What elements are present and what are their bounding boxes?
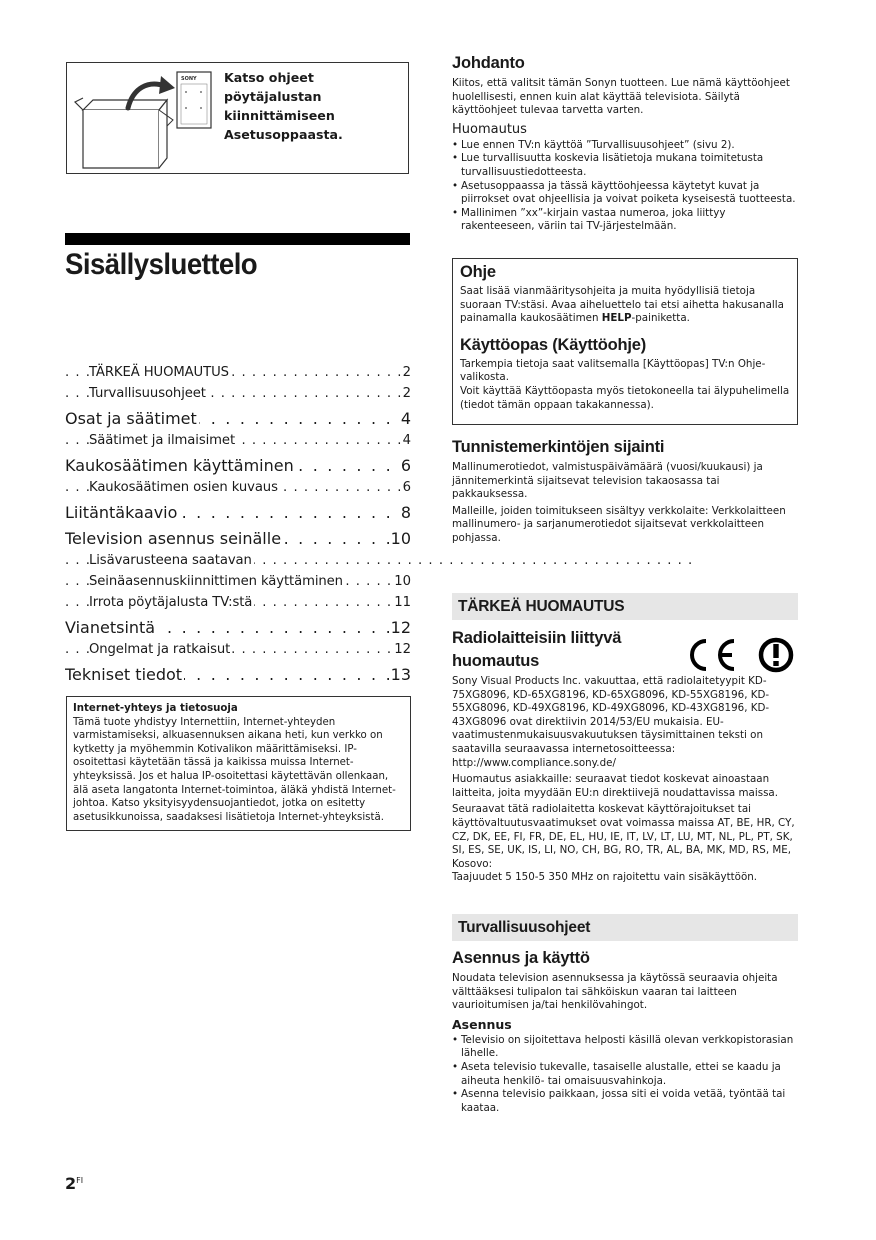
johdanto-title: Johdanto bbox=[452, 54, 525, 72]
johdanto-section bbox=[452, 54, 798, 234]
radio-notice-text-4: Taajuudet 5 150-5 350 MHz on rajoitettu vain sisäkäyttöön. bbox=[452, 871, 758, 884]
toc-title-bar bbox=[65, 233, 410, 245]
toc-entry-continued: . . . Lisävarusteena saatavan bbox=[65, 550, 411, 571]
kayttoopas-text-2: Voit käyttää Käyttöopasta myös tietokoneella tai älypuhelimella (tiedot tämän oppaan takakannessa). bbox=[460, 384, 790, 411]
ce-mark-icon bbox=[692, 641, 734, 669]
asennus-list bbox=[452, 1034, 798, 1116]
toc-entry[interactable]: . . . Liitäntäkaavio 8 bbox=[65, 501, 411, 524]
toc-entry[interactable]: . . . Irrota pöytäjalusta TV:stä 11 bbox=[65, 592, 411, 613]
page-number: $2^{FI}$ bbox=[65, 1174, 84, 1193]
toc-entry[interactable]: . . . Seinäasennuskiinnittimen käyttäminen 10 bbox=[65, 571, 411, 592]
toc-entry[interactable]: . . . Tekniset tiedot 13 bbox=[65, 663, 411, 686]
list-item: • Mallinimen ”xx”-kirjain vastaa numeroa, joka liittyy rakenteeseen, väriin tai TV-järjestelmään. bbox=[452, 207, 798, 234]
toc-entry[interactable]: . . . Kaukosäätimen käyttäminen 6 bbox=[65, 454, 411, 477]
toc-entry[interactable]: . . . Ongelmat ja ratkaisut 12 bbox=[65, 639, 411, 660]
radio-notice-text: Sony Visual Products Inc. vakuuttaa, että radiolaitetyypit KD-75XG8096, KD-65XG8196, KD-65XG8096, KD-55XG8196, KD-55XG8096, KD-49XG8196, KD-49XG8096, KD-43XG8196, KD-43XG8096 ovat direktiivin 2014/53/EU mukaisia. EU-vaatimustenmukaisuusvakuutuksen täysimittainen teksti on saatavilla seuraavassa internetosoitteessa: bbox=[452, 675, 770, 755]
toc-entry[interactable]: . . . Television asennus seinälle 10 bbox=[65, 527, 411, 550]
setup-notice-box bbox=[66, 62, 409, 174]
turva-section bbox=[452, 914, 798, 1115]
internet-privacy-box bbox=[66, 696, 411, 831]
ohje-title: Ohje bbox=[460, 263, 496, 281]
tunniste-text-2: Malleille, joiden toimitukseen sisältyy verkkolaite: Verkkolaitteen mallinumero- ja sarjanumerotiedot sijaitsevat verkkolaitteen pohjassa. bbox=[452, 504, 786, 544]
johdanto-text: Kiitos, että valitsit tämän Sonyn tuotteen. Lue nämä käyttöohjeet huolellisesti, ennen kuin alat käyttää televisiota. Säilytä käyttöohjeet tulevaa tarvetta varten. bbox=[452, 77, 790, 117]
asennus-kaytto-title: Asennus ja käyttö bbox=[452, 949, 590, 967]
ohje-box bbox=[452, 258, 798, 425]
internet-privacy-text: Tämä tuote yhdistyy Internettiin, Internet-yhteyden varmistamiseksi, alkuasennuksen aikana heti, kun verkko on kytketty ja myöhemmin Kotivalikon määrittämiseksi. IP-osoitettasi käytetään tässä ja kaikissa muissa Internet-yhteyksissä. Jos et halua IP-osoitettasi käytettävän ollenkaan, älä aseta langatonta Internet-toimintoa, äläkä yhdistä Internet-johtoa. Katso yksityisyydensuojantiedot, jotka on esitetty asetusikkunoissa, saadaksesi lisätietoja Internet-yhteyksistä. bbox=[73, 716, 396, 823]
toc-entry[interactable]: . . . TÄRKEÄ HUOMAUTUS 2 bbox=[65, 362, 411, 383]
help-key-label: HELP bbox=[601, 312, 632, 325]
asennus-kaytto-text: Noudata television asennuksessa ja käytössä seuraavia ohjeita välttääksesi tulipalon tai sähköiskun vaaran tai laitteen vaurioitumisen ja/tai henkilövahingot. bbox=[452, 972, 778, 1012]
setup-notice-text: Katso ohjeet pöytäjalustan kiinnittämiseen Asetusoppaasta. bbox=[224, 70, 343, 142]
list-item: • Asetusoppaassa ja tässä käyttöohjeessa käytetyt kuvat ja piirrokset ovat ohjeellisia ja voivat poiketa kyseisestä tuotteesta. bbox=[452, 180, 798, 207]
list-item: • Lue ennen TV:n käyttöä ”Turvallisuusohjeet” (sivu 2). bbox=[452, 139, 798, 153]
radio-notice-text-3: Seuraavat tätä radiolaitetta koskevat käyttörajoitukset tai käyttövaltuutusvaatimukset ovat voimassa maissa AT, BE, HR, CY, CZ, DK, EE, FI, FR, DE, EL, HU, IE, IT, LV, LT, LU, MT, NL, PL, PT, SK, SI, ES, SE, UK, IS, LI, NO, CH, BG, RO, TR, AL, BA, MK, MD, RS, ME, Kosovo: bbox=[452, 803, 795, 870]
turva-heading-bar: Turvallisuusohjeet bbox=[452, 914, 798, 941]
toc-title: Sisällysluettelo bbox=[65, 248, 258, 281]
toc-entry[interactable]: . . . Osat ja säätimet 4 bbox=[65, 407, 411, 430]
toc-entry[interactable]: . . . Turvallisuusohjeet 2 bbox=[65, 383, 411, 404]
asennus-subtitle: Asennus bbox=[452, 1016, 512, 1032]
ohje-text: Saat lisää vianmääritysohjeita ja muita hyödyllisiä tietoja suoraan TV:stäsi. Avaa aiheluettelo tai etsi aihetta hakusanalla painamalla kaukosäätimen HELP-painiketta. bbox=[460, 285, 784, 325]
kayttoopas-title: Käyttöopas (Käyttöohje) bbox=[460, 335, 647, 354]
huomautus-list bbox=[452, 139, 798, 234]
tunniste-text: Mallinumerotiedot, valmistuspäivämäärä (vuosi/kuukausi) ja jännitemerkintä sijaitsevat television takaosassa tai pakkauksessa. bbox=[452, 461, 763, 501]
compliance-url: http://www.compliance.sony.de/ bbox=[452, 756, 616, 769]
tarkea-heading-bar: TÄRKEÄ HUOMAUTUS bbox=[452, 593, 798, 620]
internet-privacy-heading: Internet-yhteys ja tietosuoja bbox=[73, 703, 238, 714]
list-item: • Lue turvallisuutta koskevia lisätietoja mukana toimitetusta turvallisuustiedotteesta. bbox=[452, 152, 798, 179]
kayttoopas-text: Tarkempia tietoja saat valitsemalla [Käyttöopas] TV:n Ohje-valikosta. bbox=[460, 357, 766, 384]
toc-entry[interactable]: . . . Vianetsintä 12 bbox=[65, 616, 411, 639]
alert-mark-icon bbox=[761, 640, 791, 670]
toc-entry[interactable]: . . . Säätimet ja ilmaisimet 4 bbox=[65, 430, 411, 451]
box-and-manual-icon bbox=[73, 68, 219, 172]
list-item: • Aseta televisio tukevalle, tasaiselle alustalle, ettei se kaadu ja aiheuta henkilö- tai omaisuusvahinkoja. bbox=[452, 1061, 798, 1088]
tunniste-title: Tunnistemerkintöjen sijainti bbox=[452, 438, 665, 456]
list-item: • Televisio on sijoitettava helposti käsillä olevan verkkopistorasian lähelle. bbox=[452, 1034, 798, 1061]
table-of-contents bbox=[65, 362, 411, 686]
list-item: • Asenna televisio paikkaan, jossa siti ei voida vetää, työntää tai kaataa. bbox=[452, 1088, 798, 1115]
booklet-brand: SONY bbox=[181, 76, 197, 82]
tunniste-section bbox=[452, 438, 798, 546]
language-code: FI bbox=[76, 1176, 84, 1185]
toc-entry[interactable]: . . . Kaukosäätimen osien kuvaus 6 bbox=[65, 477, 411, 498]
radio-notice-text-2: Huomautus asiakkaille: seuraavat tiedot koskevat ainoastaan laitteita, joita myydään EU:n direktiivejä noudattavissa maissa. bbox=[452, 773, 779, 799]
ce-alert-marks bbox=[686, 635, 798, 675]
radio-notice-title: Radiolaitteisiin liittyvä huomautus bbox=[452, 629, 622, 670]
huomautus-title: Huomautus bbox=[452, 121, 527, 137]
